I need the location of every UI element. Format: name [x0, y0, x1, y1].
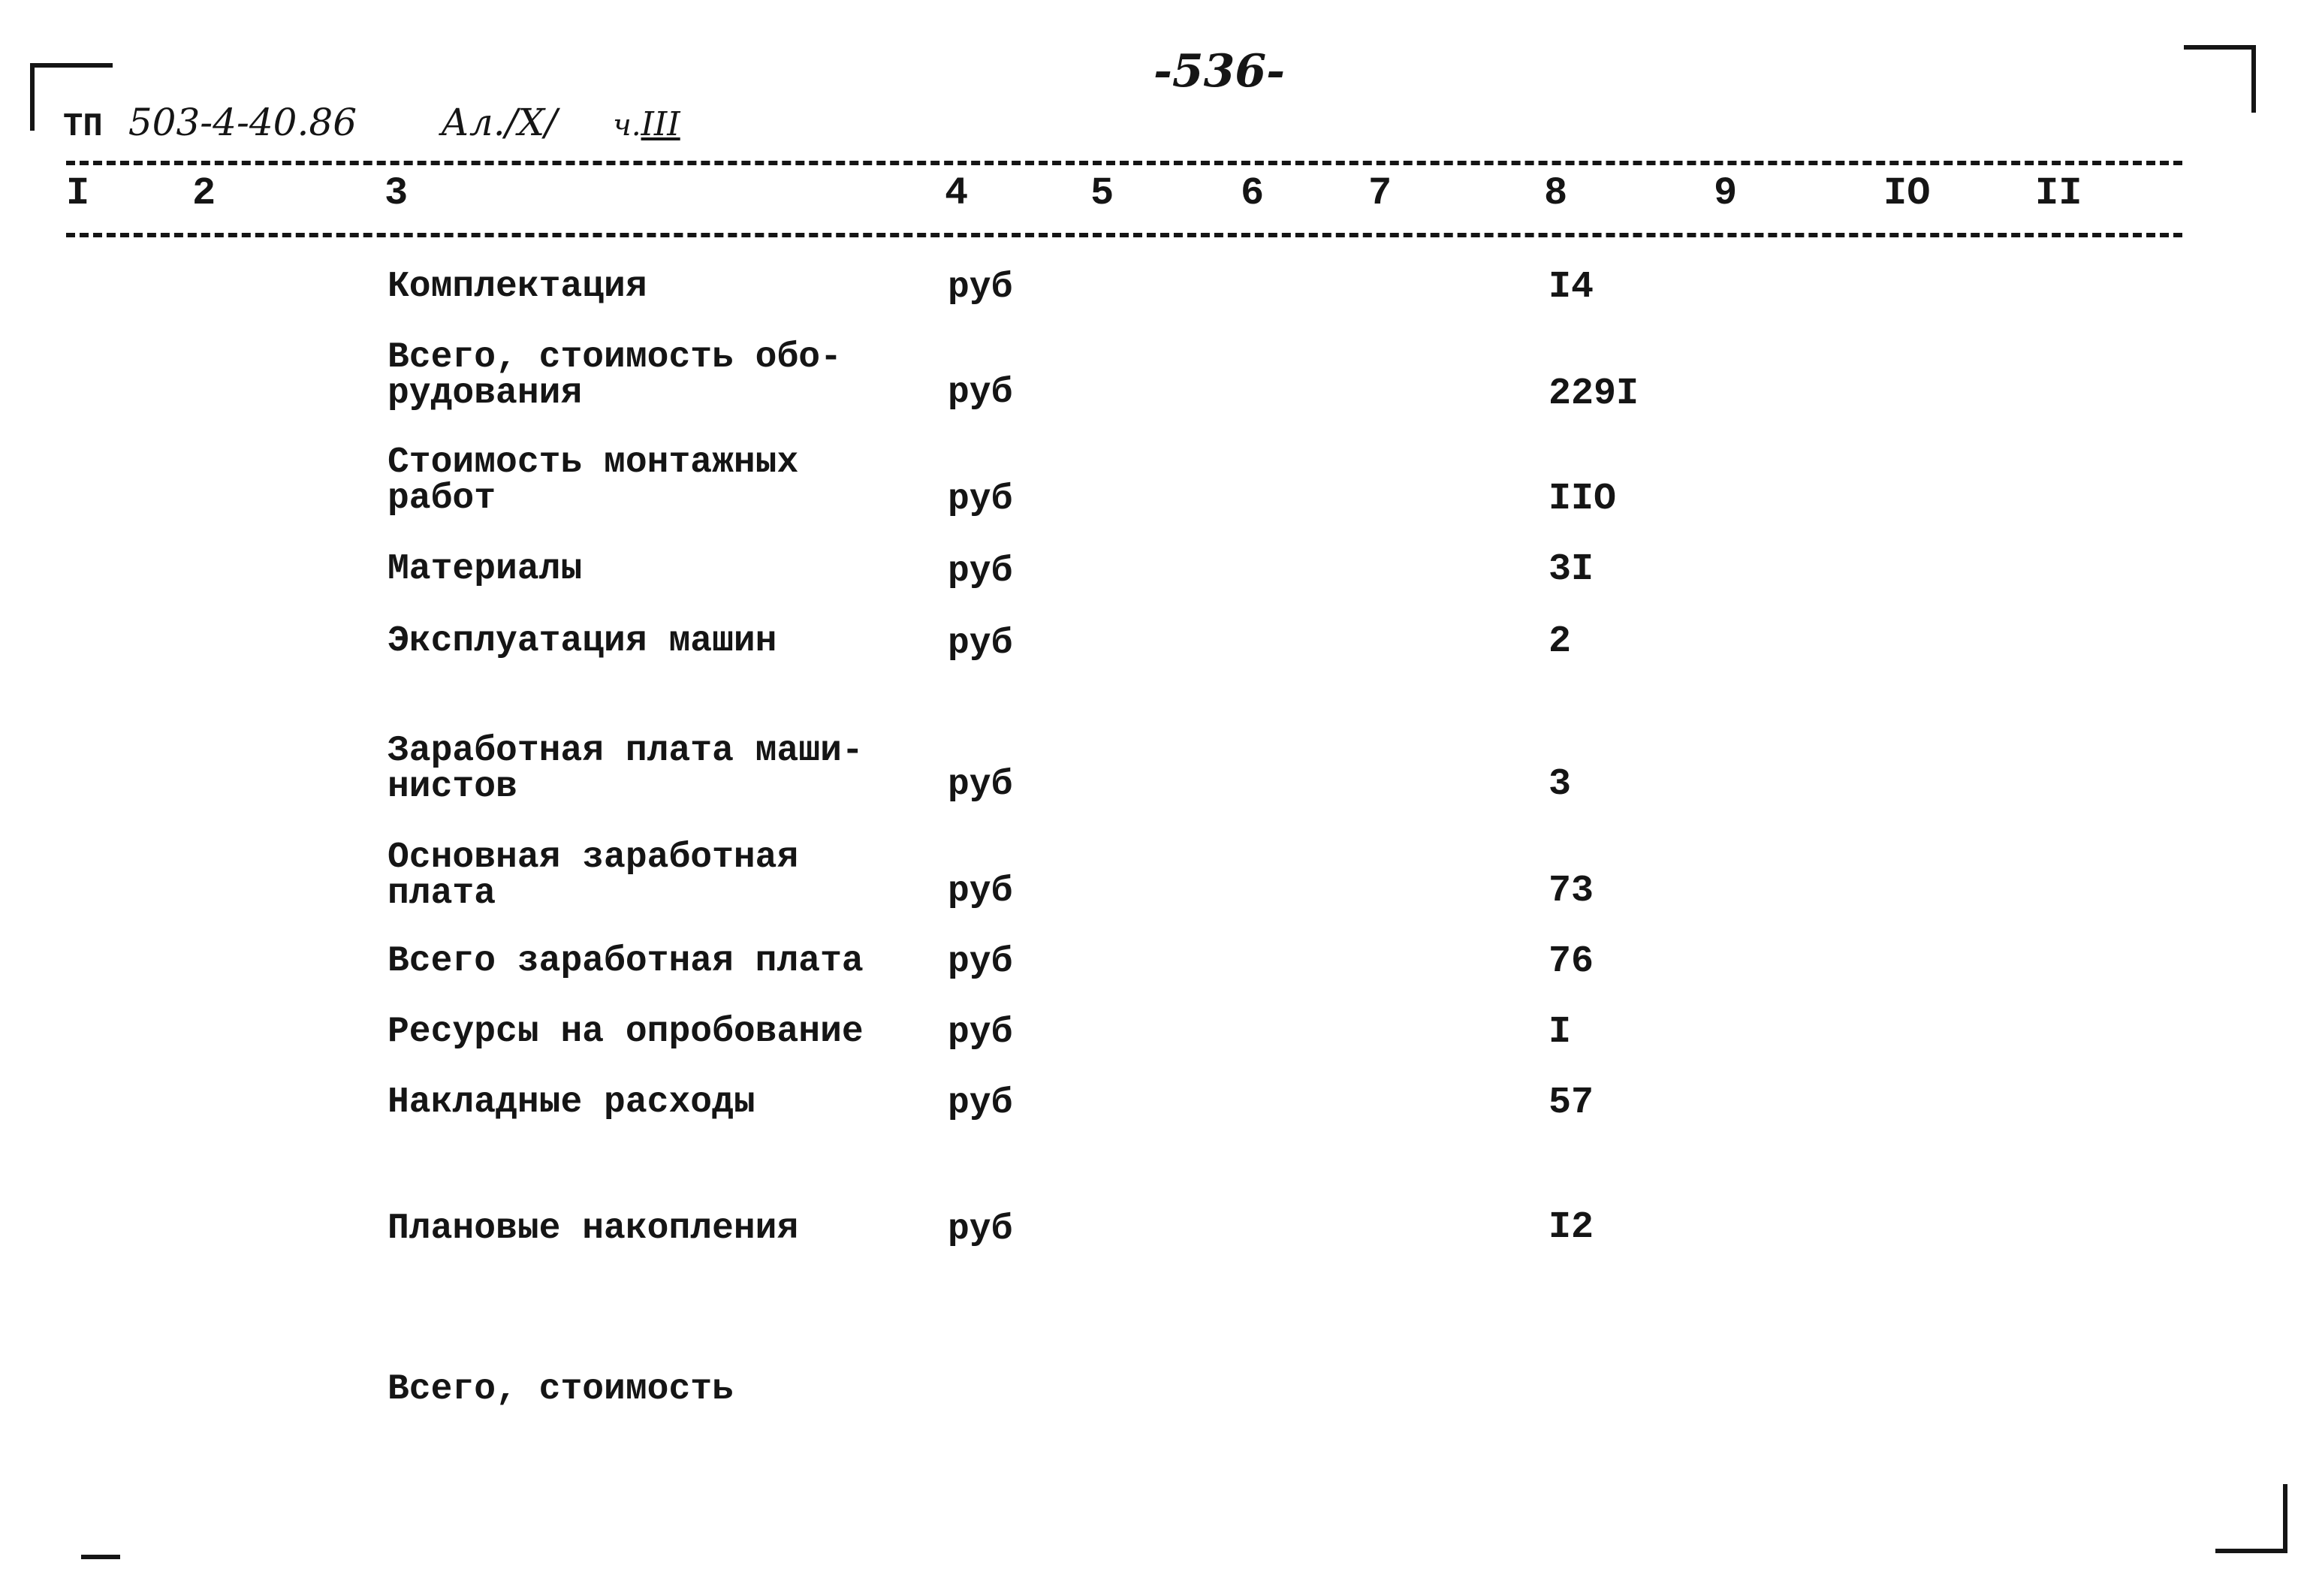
margin-mark-bottom-left: [81, 1555, 120, 1559]
row-value: 3I: [1549, 548, 1594, 591]
row-unit: руб: [948, 1209, 1013, 1250]
row-label: Накладные расходы: [388, 1082, 755, 1123]
row-value: 73: [1549, 870, 1594, 913]
row-unit: руб: [948, 479, 1013, 520]
row-unit: руб: [948, 942, 1013, 982]
row-unit: руб: [948, 1012, 1013, 1053]
col-number: IO: [1883, 171, 1931, 216]
col-number: 3: [384, 171, 409, 216]
doc-part-prefix: ч.: [612, 108, 641, 143]
corner-mark-bottom-right: [2215, 1484, 2287, 1553]
col-number: 5: [1090, 171, 1114, 216]
row-label: Всего, стоимость обо- рудования: [388, 337, 842, 414]
row-unit: руб: [948, 871, 1013, 912]
corner-mark-top-right: [2184, 45, 2256, 113]
row-unit: руб: [948, 373, 1013, 413]
row-unit: руб: [948, 267, 1013, 308]
row-label: Всего заработная плата: [388, 941, 864, 982]
row-label: Материалы: [388, 549, 583, 590]
col-number: I: [66, 171, 90, 216]
col-number: 2: [192, 171, 216, 216]
row-label: Ресурсы на опробование: [388, 1012, 864, 1052]
col-number: 6: [1241, 171, 1265, 216]
col-number: 4: [945, 171, 969, 216]
row-value: IIO: [1549, 478, 1617, 520]
doc-code: 503-4-40.86: [128, 101, 357, 144]
row-value: 76: [1549, 940, 1594, 983]
row-label: Плановые накопления: [388, 1208, 799, 1249]
row-unit: руб: [948, 551, 1013, 592]
footer-text: Всего, стоимость: [388, 1369, 734, 1410]
row-value: 3: [1549, 763, 1572, 806]
page-number: -536-: [1154, 45, 1286, 98]
table-top-rule: [66, 161, 2182, 165]
row-unit: руб: [948, 1083, 1013, 1124]
row-label: Стоимость монтажных работ: [388, 442, 799, 519]
col-number: 8: [1544, 171, 1568, 216]
row-label: Эксплуатация машин: [388, 621, 777, 662]
row-label: Заработная плата маши- нистов: [388, 731, 864, 807]
doc-part: III: [641, 105, 680, 143]
row-value: I: [1549, 1011, 1572, 1054]
row-value: 229I: [1549, 373, 1639, 415]
doc-album: Ал./X/: [441, 101, 557, 144]
row-value: I4: [1549, 266, 1594, 309]
row-value: 2: [1549, 620, 1572, 663]
row-unit: руб: [948, 623, 1013, 664]
row-value: 57: [1549, 1082, 1594, 1124]
row-label: Основная заработная плата: [388, 837, 799, 914]
col-number: 7: [1368, 171, 1392, 216]
doc-header: [63, 101, 680, 147]
row-unit: руб: [948, 765, 1013, 805]
col-number: 9: [1714, 171, 1738, 216]
doc-prefix: ТП: [63, 108, 103, 146]
row-value: I2: [1549, 1206, 1594, 1249]
col-number: II: [2035, 171, 2082, 216]
row-label: Комплектация: [388, 267, 647, 307]
table-header-rule: [66, 233, 2182, 237]
